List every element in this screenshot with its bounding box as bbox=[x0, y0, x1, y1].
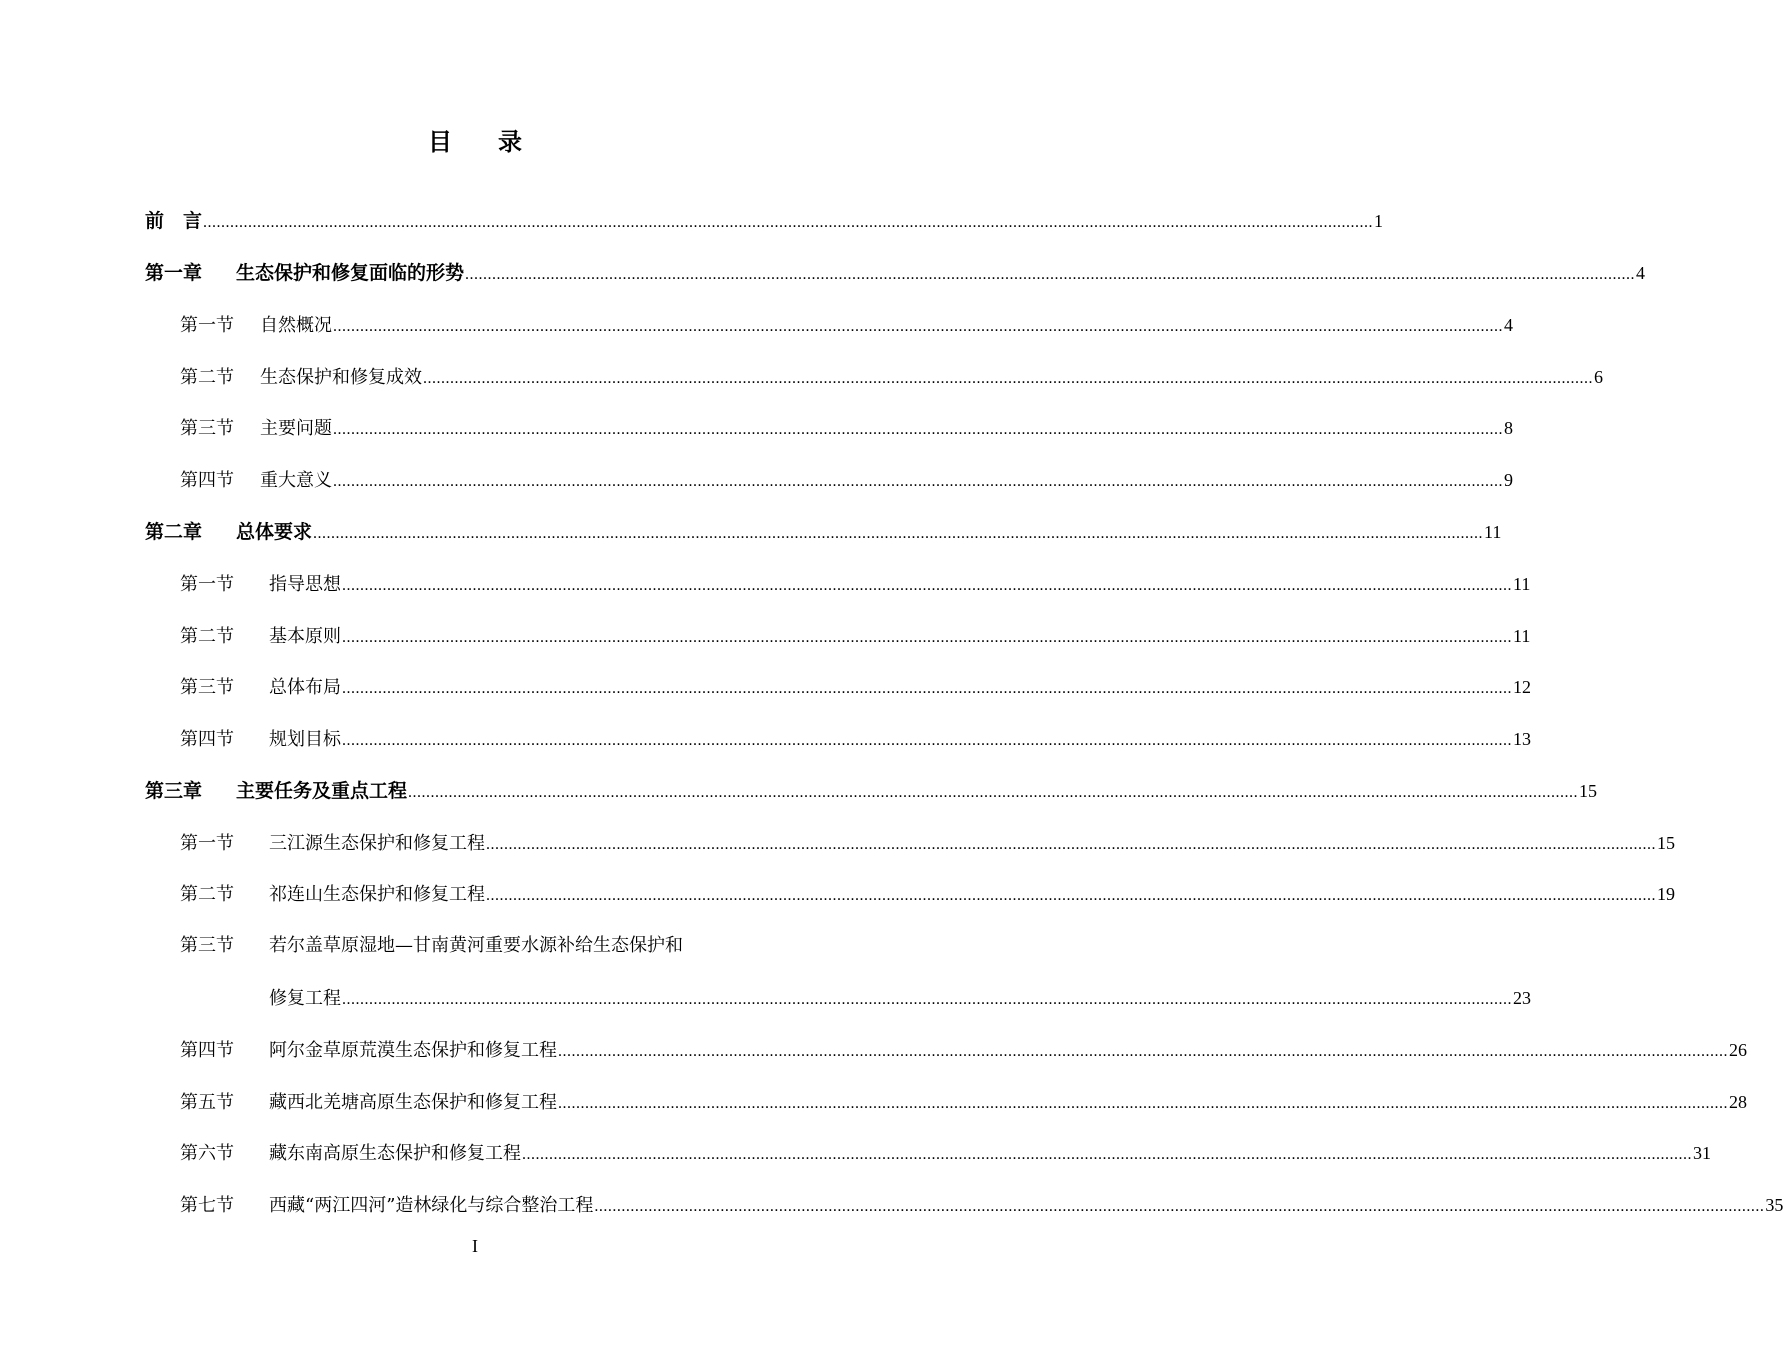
toc-chapter-3[interactable] bbox=[145, 776, 1598, 806]
toc-section-3-4[interactable] bbox=[180, 1035, 1747, 1065]
section-title: 规划目标 bbox=[269, 729, 341, 750]
dot-leader: .................................................................................................................................................................................................................................................................... bbox=[522, 1146, 1692, 1163]
section-title: 藏西北羌塘高原生态保护和修复工程 bbox=[269, 1092, 557, 1113]
toc-preface[interactable] bbox=[145, 206, 1384, 236]
toc-preface-page: 1 bbox=[1374, 211, 1384, 231]
toc-section-1-3[interactable] bbox=[180, 413, 1513, 443]
toc-section-3-5[interactable] bbox=[180, 1087, 1747, 1117]
dot-leader: .................................................................................................................................................................................................................................................................... bbox=[342, 577, 1512, 594]
section-title: 西藏“两江四河”造林绿化与综合整治工程 bbox=[269, 1195, 594, 1216]
title-char-1: 目 bbox=[428, 128, 452, 156]
toc-chapter-2[interactable] bbox=[145, 517, 1502, 547]
toc-section-3-6[interactable] bbox=[180, 1138, 1711, 1168]
dot-leader: .................................................................................................................................................................................................................................................................... bbox=[558, 1043, 1728, 1060]
toc-section-2-1[interactable] bbox=[180, 569, 1531, 599]
section-page: 4 bbox=[1504, 315, 1513, 335]
toc-section-3-1[interactable] bbox=[180, 828, 1675, 858]
dot-leader: .................................................................................................................................................................................................................................................................... bbox=[408, 784, 1579, 801]
toc-section-2-3[interactable] bbox=[180, 672, 1531, 702]
section-title: 生态保护和修复成效 bbox=[260, 367, 422, 388]
chapter-page: 4 bbox=[1636, 263, 1646, 283]
section-page: 12 bbox=[1513, 677, 1531, 697]
section-number: 第五节 bbox=[180, 1092, 234, 1113]
dot-leader: .................................................................................................................................................................................................................................................................... bbox=[465, 266, 1636, 283]
section-page: 11 bbox=[1513, 574, 1531, 594]
toc-section-2-4[interactable] bbox=[180, 724, 1531, 754]
chapter-number: 第一章 bbox=[145, 262, 203, 284]
title-char-2: 录 bbox=[498, 128, 522, 156]
dot-leader: .................................................................................................................................................................................................................................................................... bbox=[342, 680, 1512, 697]
dot-leader: .................................................................................................................................................................................................................................................................... bbox=[342, 991, 1512, 1008]
section-page: 8 bbox=[1504, 418, 1513, 438]
section-page: 9 bbox=[1504, 470, 1513, 490]
section-number: 第一节 bbox=[180, 574, 234, 595]
section-number: 第七节 bbox=[180, 1195, 234, 1216]
section-number: 第一节 bbox=[180, 833, 234, 854]
section-number: 第一节 bbox=[180, 315, 234, 336]
dot-leader: .................................................................................................................................................................................................................................................................... bbox=[203, 214, 1374, 231]
section-number: 第三节 bbox=[180, 935, 234, 956]
dot-leader: .................................................................................................................................................................................................................................................................... bbox=[333, 473, 1503, 490]
section-title: 三江源生态保护和修复工程 bbox=[269, 833, 485, 854]
chapter-page: 11 bbox=[1484, 522, 1502, 542]
section-title-continuation: 修复工程 bbox=[269, 988, 341, 1009]
section-page: 23 bbox=[1513, 988, 1531, 1008]
section-title: 指导思想 bbox=[269, 574, 341, 595]
section-page: 11 bbox=[1513, 626, 1531, 646]
toc-section-1-4[interactable] bbox=[180, 465, 1513, 495]
chapter-number: 第三章 bbox=[145, 780, 203, 802]
toc-section-3-3-line1[interactable] bbox=[180, 931, 683, 961]
dot-leader: .................................................................................................................................................................................................................................................................... bbox=[486, 836, 1656, 853]
section-number: 第四节 bbox=[180, 1040, 234, 1061]
section-title: 藏东南高原生态保护和修复工程 bbox=[269, 1143, 521, 1164]
section-title: 总体布局 bbox=[269, 677, 341, 698]
chapter-title: 总体要求 bbox=[236, 521, 313, 543]
toc-section-1-1[interactable] bbox=[180, 310, 1513, 340]
section-number: 第二节 bbox=[180, 367, 234, 388]
section-page: 28 bbox=[1729, 1092, 1747, 1112]
dot-leader: .................................................................................................................................................................................................................................................................... bbox=[594, 1198, 1765, 1215]
toc-chapter-1[interactable] bbox=[145, 258, 1646, 288]
toc-section-1-2[interactable] bbox=[180, 362, 1603, 392]
dot-leader: .................................................................................................................................................................................................................................................................... bbox=[558, 1095, 1728, 1112]
section-page: 6 bbox=[1594, 367, 1603, 387]
dot-leader: .................................................................................................................................................................................................................................................................... bbox=[313, 525, 1484, 542]
section-page: 13 bbox=[1513, 729, 1531, 749]
section-page: 19 bbox=[1657, 884, 1675, 904]
section-number: 第四节 bbox=[180, 729, 234, 750]
section-title: 若尔盖草原湿地—甘南黄河重要水源补给生态保护和 bbox=[269, 935, 683, 956]
page-number-footer: I bbox=[472, 1236, 478, 1256]
section-page: 15 bbox=[1657, 833, 1675, 853]
section-title: 祁连山生态保护和修复工程 bbox=[269, 884, 485, 905]
chapter-title: 生态保护和修复面临的形势 bbox=[236, 262, 465, 284]
toc-section-3-7[interactable] bbox=[180, 1190, 1783, 1220]
toc-section-3-2[interactable] bbox=[180, 879, 1675, 909]
section-page: 31 bbox=[1693, 1143, 1711, 1163]
section-number: 第六节 bbox=[180, 1143, 234, 1164]
section-number: 第四节 bbox=[180, 470, 234, 491]
chapter-page: 15 bbox=[1579, 781, 1598, 801]
section-page: 26 bbox=[1729, 1040, 1747, 1060]
section-title: 主要问题 bbox=[260, 418, 332, 439]
dot-leader: .................................................................................................................................................................................................................................................................... bbox=[486, 887, 1656, 904]
dot-leader: .................................................................................................................................................................................................................................................................... bbox=[333, 421, 1503, 438]
section-number: 第二节 bbox=[180, 626, 234, 647]
dot-leader: .................................................................................................................................................................................................................................................................... bbox=[342, 732, 1512, 749]
chapter-number: 第二章 bbox=[145, 521, 203, 543]
section-title: 重大意义 bbox=[260, 470, 332, 491]
toc-section-3-3-line2[interactable] bbox=[269, 983, 1531, 1013]
section-number: 第三节 bbox=[180, 677, 234, 698]
section-number: 第二节 bbox=[180, 884, 234, 905]
section-title: 基本原则 bbox=[269, 626, 341, 647]
section-title: 阿尔金草原荒漠生态保护和修复工程 bbox=[269, 1040, 557, 1061]
section-title: 自然概况 bbox=[260, 315, 332, 336]
dot-leader: .................................................................................................................................................................................................................................................................... bbox=[333, 318, 1503, 335]
toc-preface-title: 前 言 bbox=[145, 210, 203, 232]
page-title bbox=[0, 124, 950, 160]
toc-section-2-2[interactable] bbox=[180, 621, 1531, 651]
chapter-title: 主要任务及重点工程 bbox=[236, 780, 408, 802]
section-page: 35 bbox=[1765, 1195, 1783, 1215]
dot-leader: .................................................................................................................................................................................................................................................................... bbox=[423, 370, 1593, 387]
section-number: 第三节 bbox=[180, 418, 234, 439]
dot-leader: .................................................................................................................................................................................................................................................................... bbox=[342, 629, 1512, 646]
